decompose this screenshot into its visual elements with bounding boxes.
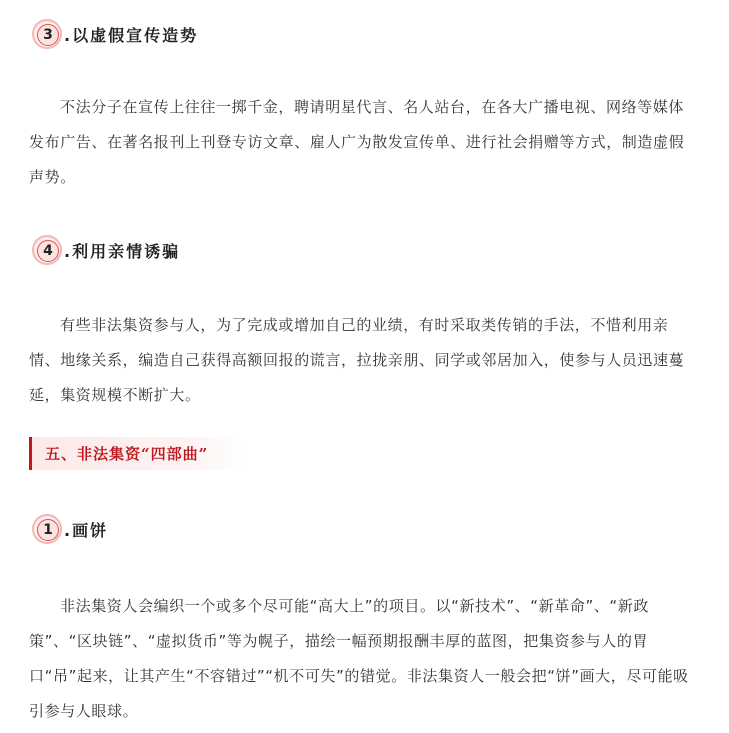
number-badge (32, 514, 62, 544)
item-title: .以虚假宣传造势 (64, 25, 199, 45)
paragraph: 有些非法集资参与人，为了完成或增加自己的业绩，有时采取类传销的手法，不惜利用亲情、地缘关系，编造自己获得高额回报的谎言，拉拢亲朋、同学或邻居加入，使参与人员迅速蔓延，集资规模不断扩大。 (29, 316, 685, 404)
item-heading-1 (32, 514, 108, 544)
item-title: .画饼 (64, 520, 109, 540)
item-heading-3 (32, 19, 198, 49)
badge-number: 4 (43, 243, 53, 259)
badge-number: 1 (43, 522, 53, 538)
section-heading (29, 437, 248, 470)
badge-number: 3 (43, 27, 53, 43)
number-badge (32, 235, 62, 265)
item-heading-4 (32, 235, 180, 265)
section-title: 五、非法集资“四部曲” (45, 445, 209, 463)
number-badge (32, 19, 62, 49)
item-title: .利用亲情诱骗 (64, 241, 181, 261)
paragraph: 非法集资人会编织一个或多个尽可能“高大上”的项目。以“新技术”、“新革命”、“新政策”、“区块链”、“虚拟货币”等为幌子，描绘一幅预期报酬丰厚的蓝图，把集资参与人的胃口“吊”起来，让其产生“不容错过”“机不可失”的错觉。非法集资人一般会把“饼”画大，尽可能吸引参与人眼球。 (29, 597, 689, 720)
paragraph: 不法分子在宣传上往往一掷千金，聘请明星代言、名人站台，在各大广播电视、网络等媒体发布广告、在著名报刊上刊登专访文章、雇人广为散发宣传单、进行社会捐赠等方式，制造虚假声势。 (29, 98, 685, 186)
